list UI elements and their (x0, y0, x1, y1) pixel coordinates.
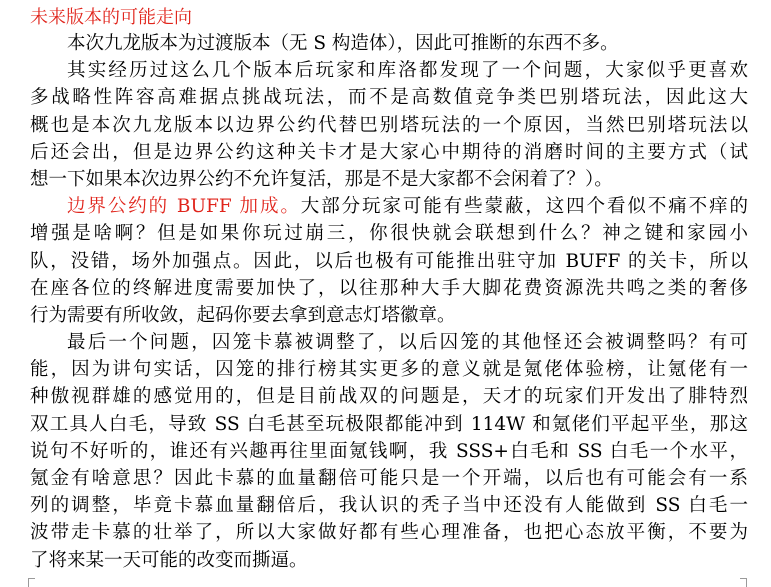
paragraph-line: 波带走卡慕的壮举了，所以大家做好都有些心理准备，也把心态放平衡，不要为 (30, 522, 748, 544)
line-text: 大部分玩家可能有些蒙蔽，这四个看似不痛不痒的 (300, 196, 748, 218)
paragraph-line: 能，因为讲句实话，囚笼的排行榜其实更多的意义就是氪佬体验榜，让氪佬有一 (30, 359, 748, 381)
paragraph-cage-adjustment (30, 329, 748, 574)
highlight-heading: 边界公约的 BUFF 加成。 (67, 196, 301, 218)
paragraph-line: 后还会出，但是边界公约这种关卡才是大家心中期待的消磨时间的主要方式（试 (30, 141, 748, 163)
paragraph-line (30, 193, 748, 220)
paragraph-line: 增强是啥啊？但是如果你玩过崩三，你很快就会联想到什么？神之键和家园小 (30, 223, 748, 245)
paragraph-line: 说句不好听的，谁还有兴趣再往里面氪钱啊，我 SSS+白毛和 SS 白毛一个水平， (30, 440, 748, 462)
paragraph-line: 最后一个问题，囚笼卡慕被调整了，以后囚笼的其他怪还会被调整吗？有可 (67, 332, 748, 354)
document-body (30, 6, 748, 574)
paragraph-line: 双工具人白毛，导致 SS 白毛甚至玩极限都能冲到 114W 和氪佬们平起平坐，那这 (30, 413, 748, 435)
paragraph-line: 行为需要有所收敛，起码你要去拿到意志灯塔徽章。 (30, 304, 456, 326)
paragraph-gameplay-preference (30, 57, 748, 193)
paragraph-line: 想一下如果本次边界公约不允许复活，那是不是大家都不会闲着了？）。 (30, 168, 613, 190)
section-title: 未来版本的可能走向 (30, 7, 192, 28)
paragraph-intro (30, 30, 748, 57)
paragraph-line: 列的调整，毕竟卡慕血量翻倍后，我认识的秃子当中还没有人能做到 SS 白毛一 (30, 495, 748, 517)
paragraph-line: 概也是本次九龙版本以边界公约代替巴别塔玩法的一个原因，当然巴别塔玩法以 (30, 114, 748, 136)
paragraph-line: 在座各位的终解进度需要加快了，以往那种大手大脚花费资源洗共鸣之类的奢侈 (30, 277, 748, 299)
paragraph-line: 了将来某一天可能的改变而撕逼。 (30, 549, 308, 571)
paragraph-line: 种傲视群雄的感觉用的，但是目前战双的问题是，天才的玩家们开发出了腓特烈 (30, 386, 748, 408)
paragraph-line: 多战略性阵容高难据点挑战玩法，而不是高数值竞争类巴别塔玩法，因此这大 (30, 87, 748, 109)
paragraph-line: 本次九龙版本为过渡版本（无 S 构造体），因此可推断的东西不多。 (67, 33, 619, 54)
paragraph-line: 氪金有啥意思？因此卡慕的血量翻倍可能只是一个开端，以后也有可能会有一系 (30, 468, 748, 489)
paragraph-buff (30, 193, 748, 329)
paragraph-line: 其实经历过这么几个版本后玩家和库洛都发现了一个问题，大家似乎更喜欢 (67, 60, 748, 82)
paragraph-line: 队，没错，场外加强点。因此，以后也极有可能推出驻守加 BUFF 的关卡，所以 (30, 250, 748, 272)
